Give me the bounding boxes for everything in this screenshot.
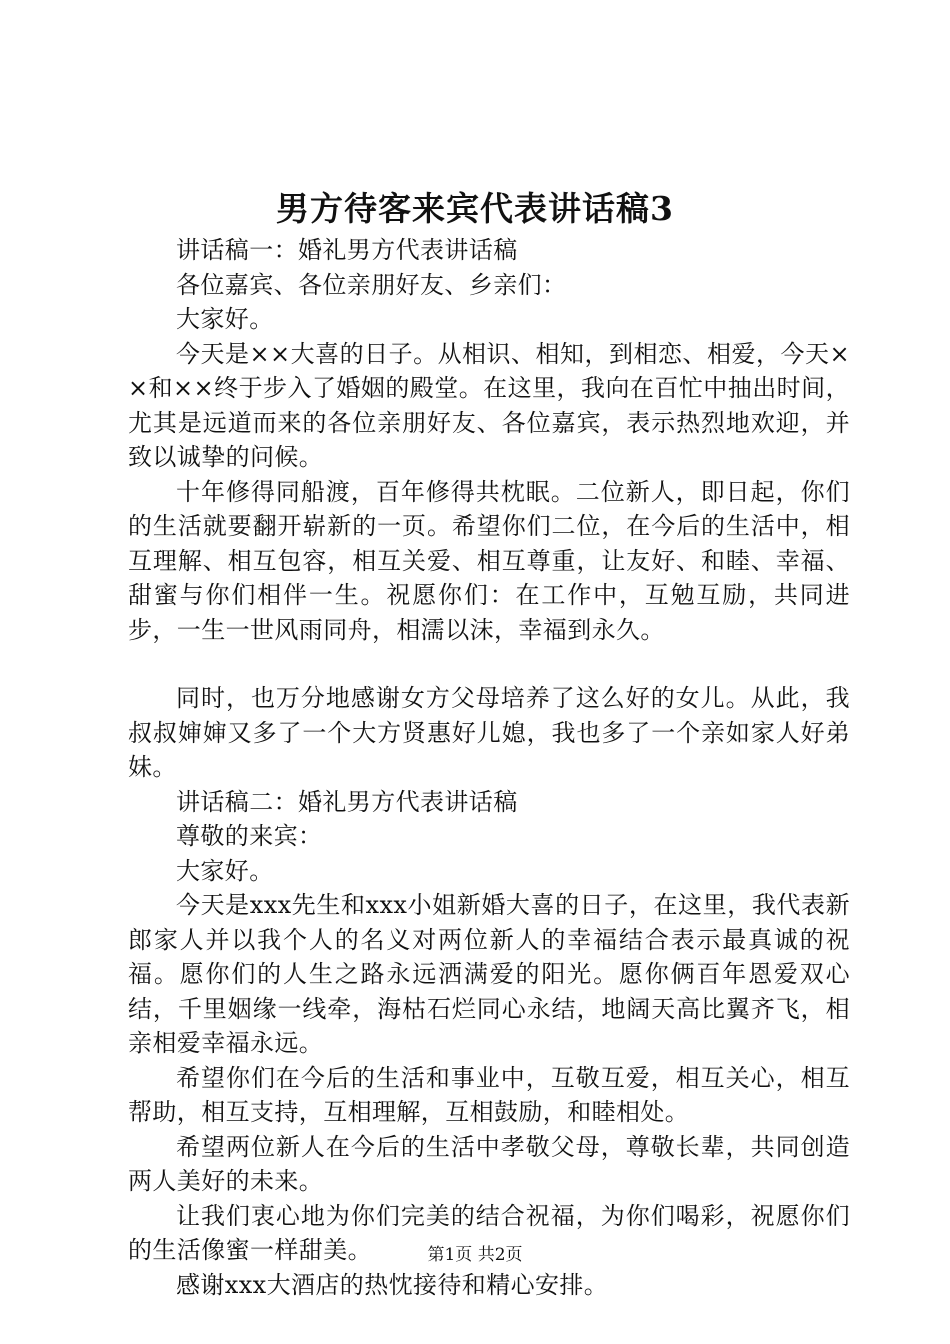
- paragraph: 今天是xxx先生和xxx小姐新婚大喜的日子，在这里，我代表新郎家人并以我个人的名义对两位新人的幸福结合表示最真诚的祝福。愿你们的人生之路永远洒满爱的阳光。愿你俩百年恩爱双心结，千里姻缘一线牵，海枯石烂同心永结，地阔天高比翼齐飞，相亲相爱幸福永远。: [128, 891, 850, 1057]
- paragraph: 讲话稿一：婚礼男方代表讲话稿: [176, 236, 518, 264]
- paragraph: 让我们衷心地为你们完美的结合祝福，为你们喝彩，祝愿你们的生活像蜜一样甜美。: [128, 1201, 850, 1264]
- paragraph: 尊敬的来宾：: [176, 822, 323, 850]
- blank-line: [128, 647, 850, 681]
- paragraph: 各位嘉宾、各位亲朋好友、乡亲们：: [176, 270, 567, 299]
- paragraph: 希望两位新人在今后的生活中孝敬父母，尊敬长辈，共同创造两人美好的未来。: [128, 1132, 850, 1195]
- paragraph: 感谢xxx大酒店的热忱接待和精心安排。: [176, 1270, 609, 1299]
- paragraph: 讲话稿二：婚礼男方代表讲话稿: [176, 787, 518, 816]
- page-number-footer: 第1页 共2页: [427, 1245, 523, 1265]
- paragraph: 大家好。: [176, 856, 274, 885]
- paragraph: 十年修得同船渡，百年修得共枕眠。二位新人，即日起，你们的生活就要翻开崭新的一页。希望你们二位，在今后的生活中，相互理解、相互包容，相互关爱、相互尊重，让友好、和睦、幸福、甜蜜与你们相伴一生。祝愿你们：在工作中，互勉互励，共同进步，一生一世风雨同舟，相濡以沫，幸福到永久。: [128, 477, 850, 644]
- document-body: [128, 233, 850, 1302]
- paragraph: 希望你们在今后的生活和事业中，互敬互爱，相互关心，相互帮助，相互支持，互相理解，互相鼓励，和睦相处。: [128, 1063, 850, 1126]
- document-title: 男方待客来宾代表讲话稿3: [276, 189, 674, 228]
- paragraph: 大家好。: [176, 305, 274, 333]
- paragraph: 同时，也万分地感谢女方父母培养了这么好的女儿。从此，我叔叔婶婶又多了一个大方贤惠好儿媳，我也多了一个亲如家人好弟妹。: [128, 684, 850, 781]
- paragraph: 今天是××大喜的日子。从相识、相知，到相恋、相爱，今天××和××终于步入了婚姻的殿堂。在这里，我向在百忙中抽出时间，尤其是远道而来的各位亲朋好友、各位嘉宾，表示热烈地欢迎，并致以诚挚的问候。: [128, 339, 850, 471]
